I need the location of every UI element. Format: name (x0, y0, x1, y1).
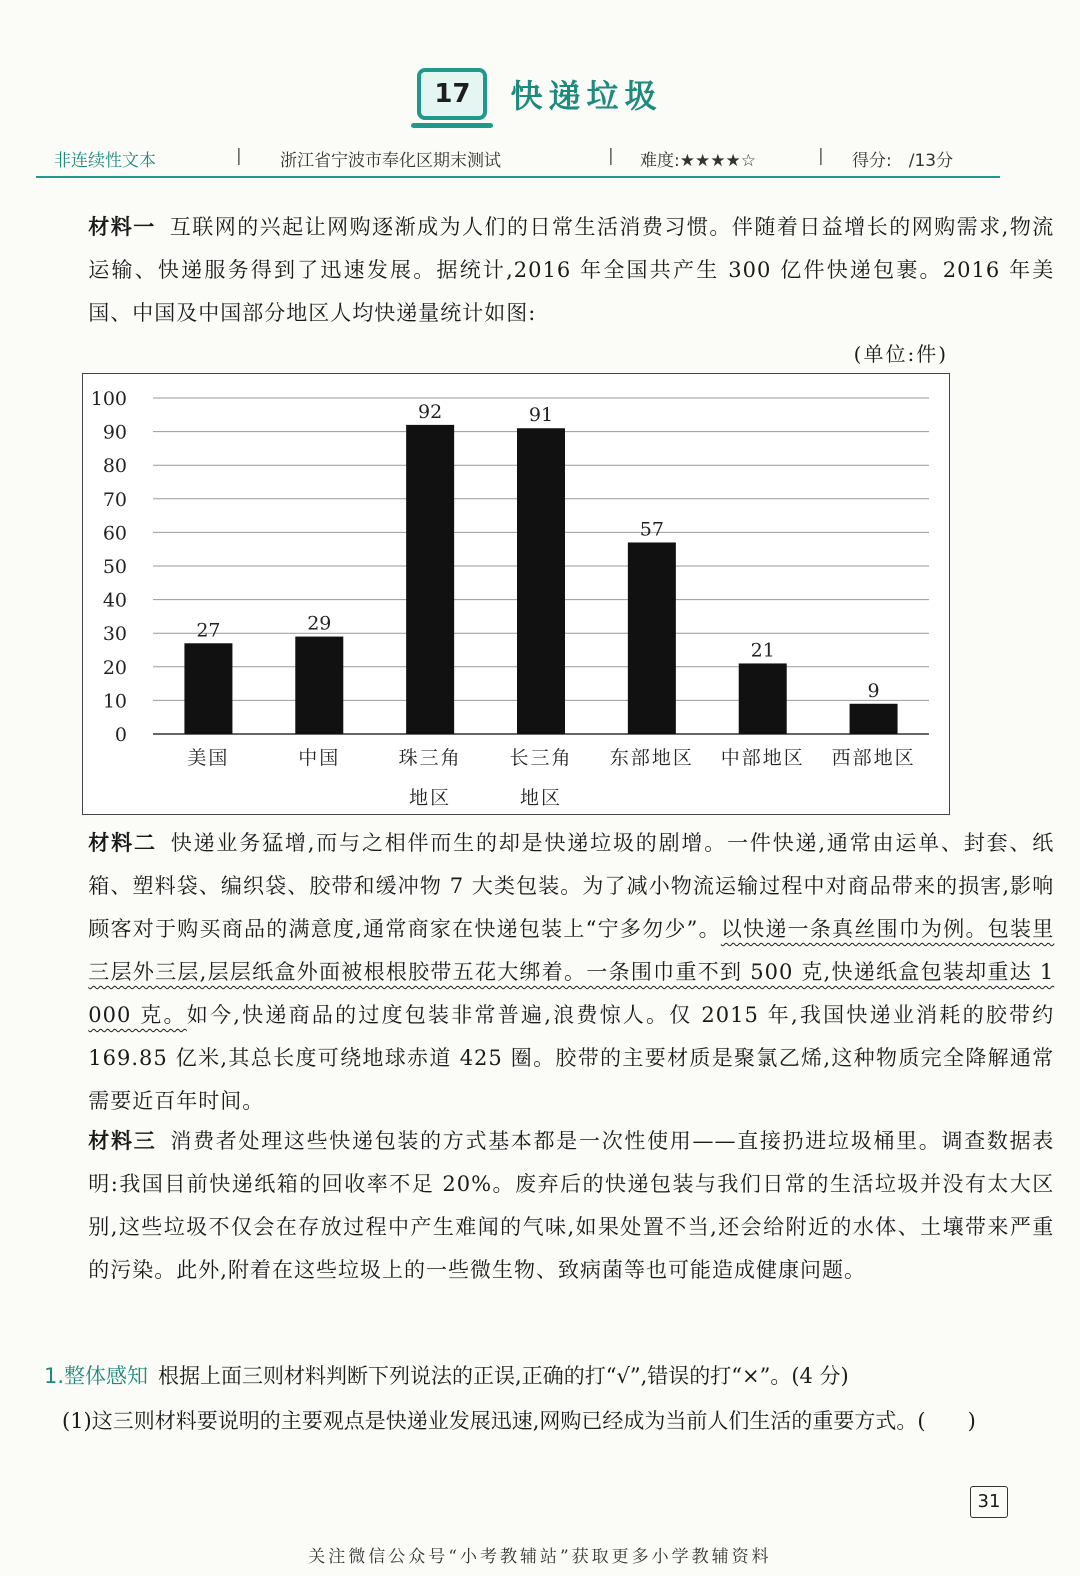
data-label: 91 (528, 404, 554, 427)
bar (295, 637, 343, 734)
y-tick-label: 70 (102, 488, 127, 511)
x-tick-label: 地区 (409, 787, 452, 809)
difficulty-rating: 难度:★★★★☆ (640, 151, 756, 171)
y-tick-label: 60 (102, 522, 127, 545)
material-2-label: 材料二 (88, 831, 157, 855)
y-tick-label: 80 (102, 455, 127, 478)
separator: | (608, 146, 614, 166)
x-tick-label: 西部地区 (831, 747, 916, 769)
material-2-text-after: 如今,快递商品的过度包装非常普遍,浪费惊人。仅 2015 年,我国快递业消耗的胶带约 169.85 亿米,其总长度可绕地球赤道 425 圈。胶带的主要材质是聚氯乙烯,这种物质完全降解通常需要近百年时间。 (88, 1003, 1055, 1113)
lesson-number: 17 (417, 68, 487, 120)
y-tick-label: 40 (102, 589, 127, 612)
data-label: 27 (196, 619, 221, 642)
page-title: 快递垃圾 (510, 77, 663, 115)
question-1-number: 1.整体感知 (44, 1364, 149, 1388)
data-label: 57 (639, 518, 664, 541)
y-tick-label: 30 (102, 623, 127, 646)
text-type: 非连续性文本 (54, 151, 156, 171)
question-1 (44, 1360, 849, 1390)
material-2 (40, 822, 1054, 1123)
bar-chart (82, 373, 950, 815)
material-1-label: 材料一 (88, 215, 156, 239)
separator: | (818, 146, 824, 166)
y-tick-label: 0 (114, 724, 127, 746)
material-3 (40, 1120, 1054, 1292)
exam-source: 浙江省宁波市奉化区期末测试 (280, 151, 501, 171)
x-tick-label: 珠三角 (398, 747, 462, 769)
bar (628, 542, 676, 734)
question-1-prompt: 根据上面三则材料判断下列说法的正误,正确的打“√”,错误的打“×”。(4 分) (158, 1364, 849, 1388)
x-tick-label: 中部地区 (720, 747, 805, 769)
x-tick-label: 地区 (519, 787, 563, 809)
data-label: 29 (307, 612, 332, 635)
x-tick-label: 美国 (187, 747, 230, 769)
title-block (0, 68, 1080, 120)
chart-unit: (单位:件) (853, 342, 948, 366)
page-number: 31 (970, 1486, 1008, 1518)
data-label: 21 (750, 639, 775, 662)
data-label: 9 (867, 679, 880, 702)
bar-chart-svg (83, 374, 949, 814)
data-label: 92 (418, 400, 443, 423)
material-3-text: 消费者处理这些快递包装的方式基本都是一次性使用——直接扔进垃圾桶里。调查数据表明:我国目前快递纸箱的回收率不足 20%。废弃后的快递包装与我们日常的生活垃圾并没有太大区别,这些垃圾不仅会在存放过程中产生难闻的气味,如果处置不当,还会给附近的水体、土壤带来严重的污染。此外,附着在这些垃圾上的一些微生物、致病菌等也可能造成健康问题。 (88, 1129, 1055, 1282)
x-tick-label: 中国 (298, 747, 341, 769)
bar (850, 704, 898, 734)
bar (517, 428, 565, 734)
y-tick-label: 90 (102, 421, 127, 444)
material-1-text: 互联网的兴起让网购逐渐成为人们的日常生活消费习惯。伴随着日益增长的网购需求,物流运输、快递服务得到了迅速发展。据统计,2016 年全国共产生 300 亿件快递包裹。2016 年美国、中国及中国部分地区人均快递量统计如图: (88, 215, 1055, 325)
material-1 (40, 206, 1054, 335)
bar (739, 663, 787, 734)
material-2-text: 快递业务猛增,而与之相伴而生的却是快递垃圾的剧增。一件快递,通常由运单、封套、纸箱、塑料袋、编织袋、胶带和缓冲物 7 大类包装。为了减小物流运输过程中对商品带来的损害,影响顾客对于购买商品的满意度,通常商家在快递包装上“宁多勿少”。 (88, 831, 1055, 941)
score-field: 得分: /13分 (852, 151, 954, 171)
footer-note: 关注微信公众号“小考教辅站”获取更多小学教辅资料 (308, 1547, 772, 1567)
bar (406, 425, 454, 734)
y-tick-label: 100 (90, 388, 127, 410)
y-tick-label: 20 (102, 656, 127, 679)
material-2-underlined: 以快递一条真丝围巾为例。包装里三层外三层,层层纸盒外面被根根胶带五花大绑着。一条围巾重不到 500 克,快递纸盒包装却重达 1 000 克。 (88, 917, 1055, 1027)
meta-bar (36, 142, 1000, 178)
separator: | (236, 146, 242, 166)
question-1-item-1: (1)这三则材料要说明的主要观点是快递业发展迅速,网购已经成为当前人们生活的重要方式。( ) (62, 1409, 976, 1433)
x-tick-label: 长三角 (509, 747, 573, 769)
y-tick-label: 10 (102, 690, 127, 713)
x-tick-label: 东部地区 (609, 747, 694, 769)
y-tick-label: 50 (102, 556, 127, 578)
bar (184, 643, 232, 734)
material-3-label: 材料三 (88, 1129, 157, 1153)
